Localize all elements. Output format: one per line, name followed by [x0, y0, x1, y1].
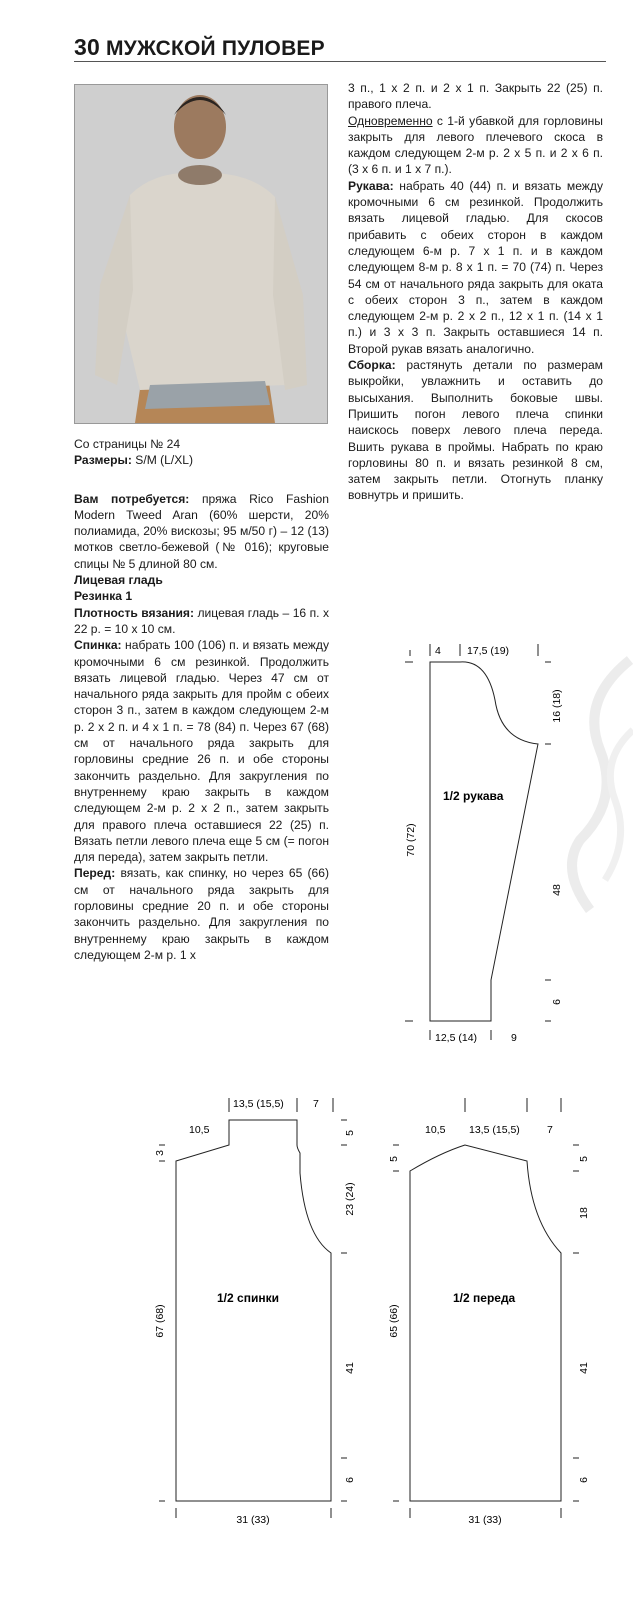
gauge [74, 605, 329, 638]
back-label: Спинка: [74, 638, 122, 653]
back-dim-mid: 41 [344, 1362, 356, 1374]
model-photo [74, 84, 328, 424]
materials-label: Вам потребуется: [74, 491, 190, 506]
materials [74, 491, 329, 572]
right-column [348, 80, 603, 504]
front-title: 1/2 переда [453, 1291, 516, 1305]
back-dim-side: 10,5 [189, 1124, 210, 1136]
stitch-rib: Резинка 1 [74, 589, 133, 604]
front-continued: 3 п., 1 х 2 п. и 2 х 1 п. Закрыть 22 (25) п. правого плеча. [348, 81, 603, 112]
front-outline [410, 1145, 561, 1501]
sleeve-dim-mid: 48 [551, 884, 563, 896]
person-icon [75, 85, 327, 423]
back-outline [176, 1120, 331, 1501]
sizes-value: S/M (L/XL) [131, 453, 194, 468]
back-dim-armhole: 23 (24) [344, 1182, 356, 1216]
front-pattern [385, 1093, 600, 1553]
sleeve-dim-height: 70 (72) [405, 823, 417, 857]
back-pattern [145, 1093, 360, 1553]
sleeve-instructions [348, 178, 603, 357]
materials-text: пряжа Rico Fashion Modern Tweed Aran (60% шерсти, 20% полиамида, 20% вискозы; 95 м/50 г) – 12 (13) мотков светло-бежевой (№ 016); круговые спицы № 5 длиной 80 см. [74, 491, 329, 571]
sleeve-dim-cap: 16 (18) [551, 689, 563, 723]
sleeve-dim-bottom-b: 9 [511, 1032, 517, 1044]
back-dim-slope: 3 [154, 1150, 166, 1156]
front-dim-rib: 6 [578, 1477, 590, 1483]
front-dim-width: 31 (33) [468, 1514, 502, 1526]
left-column [74, 436, 329, 963]
gauge-label: Плотность вязания: [74, 605, 195, 620]
assembly-label: Сборка: [348, 358, 396, 373]
sleeve-dim-top-a: 4 [435, 645, 441, 657]
front-dim-side: 10,5 [425, 1124, 446, 1136]
page-number: 30 [74, 34, 100, 60]
sleeve-pattern [395, 640, 565, 1050]
gauge-text: лицевая гладь – 16 п. х 22 р. = 10 х 10 см. [74, 605, 329, 636]
back-dim-neck: 13,5 (15,5) [233, 1098, 284, 1110]
assembly-instructions [348, 357, 603, 504]
sleeve-text: набрать 40 (44) п. и вязать между кромочными 6 см резинкой. Продолжить вязать лицевой гладью. Для скосов прибавить с обеих сторон в каждом следующем 6-м р. 7 х 1 п. и в каждом следующем 8-м р. 8 х 1 п. = 70 (74) п. Через 54 см от начального ряда закрыть для оката с обеих сторон 3 п., затем в каждом следующем 2-м р. 2 х 2 п., 12 х 1 п. (14 х 1 п.) и 3 х 3 п. Закрыть оставшиеся 14 п. Второй рукав вязать аналогично. [348, 178, 603, 356]
front-dim-neck: 13,5 (15,5) [469, 1124, 520, 1136]
sleeve-outline [430, 662, 538, 1021]
front-text: вязать, как спинку, но через 65 (66) см от начального ряда закрыть для горловины средние 20 п. и обе стороны закончить раздельно. Для закругления по внутреннему краю закрыть в каждом следующем 2-м р. 1 х [74, 866, 329, 962]
simultaneous-word: Одновременно [348, 113, 433, 128]
front-dim-shoulder: 7 [547, 1124, 553, 1136]
sleeve-dim-bottom-a: 12,5 (14) [435, 1032, 478, 1044]
back-dim-shoulder: 7 [313, 1098, 319, 1110]
back-dim-width: 31 (33) [236, 1514, 270, 1526]
spacer [74, 469, 329, 491]
front-dim-slope: 5 [388, 1156, 400, 1162]
simultaneous-para [348, 113, 603, 178]
back-title: 1/2 спинки [217, 1291, 279, 1305]
simultaneous-text: с 1-й убавкой для горловины закрыть для левого плечевого скоса в каждом следующем 2-м р. 2 х 5 п. и 2 х 6 п. (3 х 6 п. и 1 х 7 п.). [348, 113, 603, 177]
sleeve-dim-bot: 6 [551, 999, 563, 1005]
page-title [74, 34, 325, 61]
sizes-line [74, 452, 329, 468]
sleeve-title: 1/2 рукава [443, 789, 504, 803]
front-label: Перед: [74, 866, 116, 881]
front-instructions [74, 865, 329, 963]
title-text: МУЖСКОЙ ПУЛОВЕР [105, 37, 325, 60]
front-dim-top: 5 [578, 1156, 590, 1162]
source-line: Со страницы № 24 [74, 437, 181, 451]
sleeve-dim-top-b: 17,5 (19) [467, 645, 510, 657]
sleeve-label: Рукава: [348, 178, 394, 193]
front-dim-mid: 41 [578, 1362, 590, 1374]
back-dim-height: 67 (68) [154, 1304, 166, 1338]
assembly-text: растянуть детали по размерам выкройки, увлажнить и оставить до высыхания. Выполнить боковые швы. Пришить погон левого плеча спинки наискось поверх левого плеча переда. Вшить рукава в проймы. Набрать по краю горловины 80 п. и вязать резинкой 8 см, затем закрыть петли. Отогнуть планку вовнутрь и пришить. [348, 358, 603, 503]
stitch-stockinette: Лицевая гладь [74, 573, 163, 588]
front-dim-armhole: 18 [578, 1207, 590, 1219]
back-dim-tab: 5 [344, 1130, 356, 1136]
back-dim-rib: 6 [344, 1477, 356, 1483]
ornament-icon [560, 640, 633, 940]
back-text: набрать 100 (106) п. и вязать между кромочными 6 см резинкой. Продолжить вязать лицевой гладью. Через 47 см от начального ряда закрыть для пройм с обеих сторон 3 п., затем в каждом следующем 2-м р. 2 х 2 п. и 4 х 1 п. = 78 (84) п. Через 67 (68) см от начального ряда закрыть для горловины средние 26 п. и обе стороны закончить раздельно. Для закругления по внутреннему краю закрыть в каждом следующем 2-м р. 2 х 2 п., затем закрыть для правого плеча оставшиеся 22 (25) п. Вязать петли левого плеча еще 5 см (= погон для переда), затем закрыть петли. [74, 638, 329, 865]
header-rule [74, 61, 606, 62]
back-instructions [74, 637, 329, 865]
front-dim-height: 65 (66) [388, 1304, 400, 1338]
sizes-label: Размеры: [74, 453, 132, 468]
